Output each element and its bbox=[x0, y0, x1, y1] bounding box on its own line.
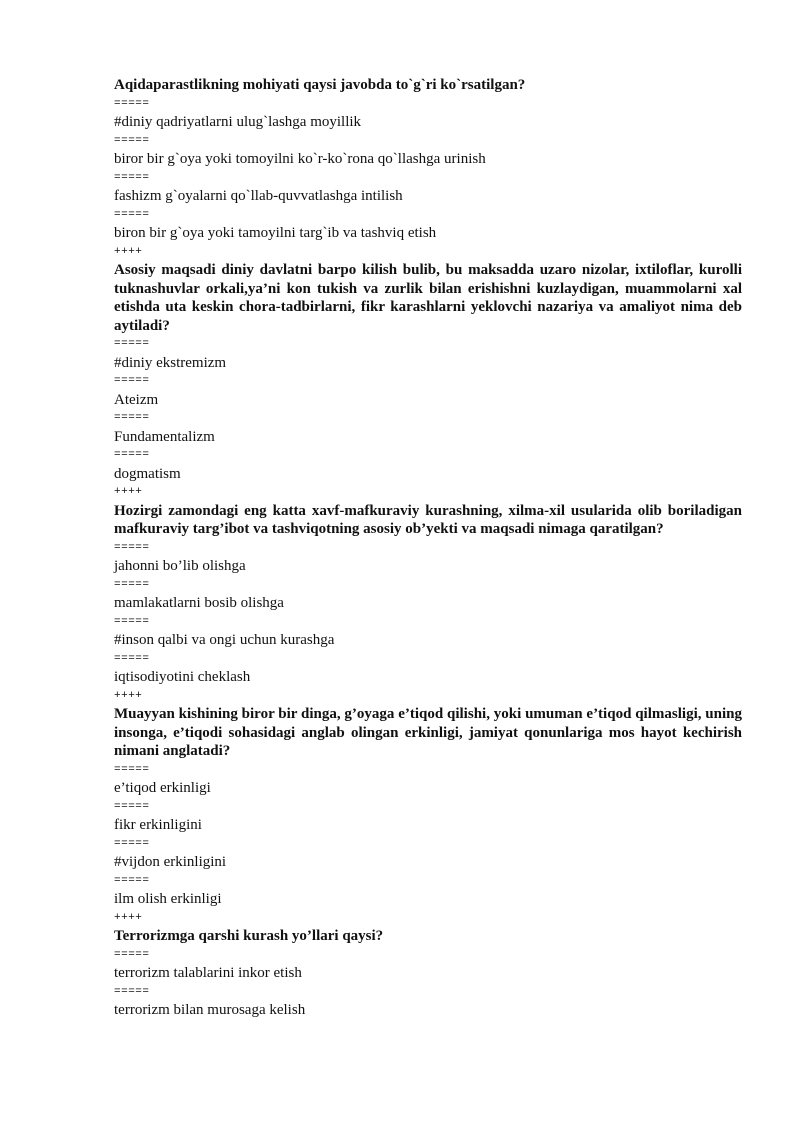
question-text: Aqidaparastlikning mohiyati qaysi javobda to`g`ri ko`rsatilgan? bbox=[114, 77, 526, 93]
document-page bbox=[114, 76, 742, 1020]
option-separator: ===== bbox=[114, 948, 150, 961]
question-block-3 bbox=[114, 502, 742, 706]
option-separator: ===== bbox=[114, 985, 150, 998]
option-separator: ===== bbox=[114, 652, 150, 665]
option-separator: ===== bbox=[114, 578, 150, 591]
answer-option: fikr erkinligini bbox=[114, 817, 202, 833]
answer-option: terrorizm talablarini inkor etish bbox=[114, 965, 302, 981]
question-text: Terrorizmga qarshi kurash yo’llari qaysi? bbox=[114, 928, 384, 944]
answer-option: Fundamentalizm bbox=[114, 428, 215, 445]
answer-option: ilm olish erkinligi bbox=[114, 891, 222, 907]
option-separator: ===== bbox=[114, 800, 150, 813]
question-text: Hozirgi zamondagi eng katta xavf-mafkuraviy kurashning, xilma-xil usularida olib boriladigan mafkuraviy targ’ibot va tashviqotning asosiy ob’yekti va maqsadi nimaga qaratilgan? bbox=[114, 502, 742, 537]
question-block-4 bbox=[114, 705, 742, 927]
option-separator: ===== bbox=[114, 541, 150, 554]
block-separator: ++++ bbox=[114, 245, 143, 258]
question-block-2 bbox=[114, 261, 742, 502]
answer-option: Ateizm bbox=[114, 391, 159, 408]
question-text: Asosiy maqsadi diniy davlatni barpo kilish bulib, bu maksadda uzaro nizolar, ixtiloflar, kurolli tuknashuvlar orkali,ya’ni kon tukish va zurlik bilan erishishni kuzlaydigan, muammolarni xal etishda uta keskin chora-tadbirlarni, fikr karashlarni yeklovchi nazariya va amaliyot nima deb aytiladi? bbox=[114, 262, 742, 334]
option-separator: ===== bbox=[114, 412, 150, 424]
option-separator: ===== bbox=[114, 171, 150, 184]
answer-option: fashizm g`oyalarni qo`llab-quvvatlashga intilish bbox=[114, 188, 403, 204]
answer-option: #diniy ekstremizm bbox=[114, 354, 227, 371]
option-separator: ===== bbox=[114, 449, 150, 461]
option-separator: ===== bbox=[114, 338, 150, 350]
question-block-5 bbox=[114, 927, 742, 1020]
answer-option: mamlakatlarni bosib olishga bbox=[114, 595, 284, 611]
answer-option: terrorizm bilan murosaga kelish bbox=[114, 1002, 306, 1018]
option-separator: ===== bbox=[114, 375, 150, 387]
question-block-1 bbox=[114, 76, 742, 261]
option-separator: ===== bbox=[114, 134, 150, 147]
answer-option: #diniy qadriyatlarni ulug`lashga moyillik bbox=[114, 114, 362, 130]
block-separator: ++++ bbox=[114, 486, 143, 498]
option-separator: ===== bbox=[114, 837, 150, 850]
option-separator: ===== bbox=[114, 97, 150, 110]
option-separator: ===== bbox=[114, 615, 150, 628]
option-separator: ===== bbox=[114, 208, 150, 221]
answer-option: jahonni bo’lib olishga bbox=[114, 558, 246, 574]
answer-option: dogmatism bbox=[114, 465, 181, 482]
answer-option: #vijdon erkinligini bbox=[114, 854, 227, 870]
question-text: Muayyan kishining biror bir dinga, g’oyaga e’tiqod qilishi, yoki umuman e’tiqod qilmasligi, uning insonga, e’tiqodi sohasidagi anglab olingan erkinligi, jamiyat qonunlariga mos hayot kechirish nimani anglatadi? bbox=[114, 706, 742, 759]
block-separator: ++++ bbox=[114, 689, 143, 702]
answer-option: e’tiqod erkinligi bbox=[114, 780, 211, 796]
answer-option: #inson qalbi va ongi uchun kurashga bbox=[114, 632, 335, 648]
option-separator: ===== bbox=[114, 874, 150, 887]
option-separator: ===== bbox=[114, 763, 150, 776]
block-separator: ++++ bbox=[114, 911, 143, 924]
answer-option: biror bir g`oya yoki tomoyilni ko`r-ko`rona qo`llashga urinish bbox=[114, 151, 486, 167]
answer-option: iqtisodiyotini cheklash bbox=[114, 669, 251, 685]
answer-option: biron bir g`oya yoki tamoyilni targ`ib va tashviq etish bbox=[114, 225, 437, 241]
